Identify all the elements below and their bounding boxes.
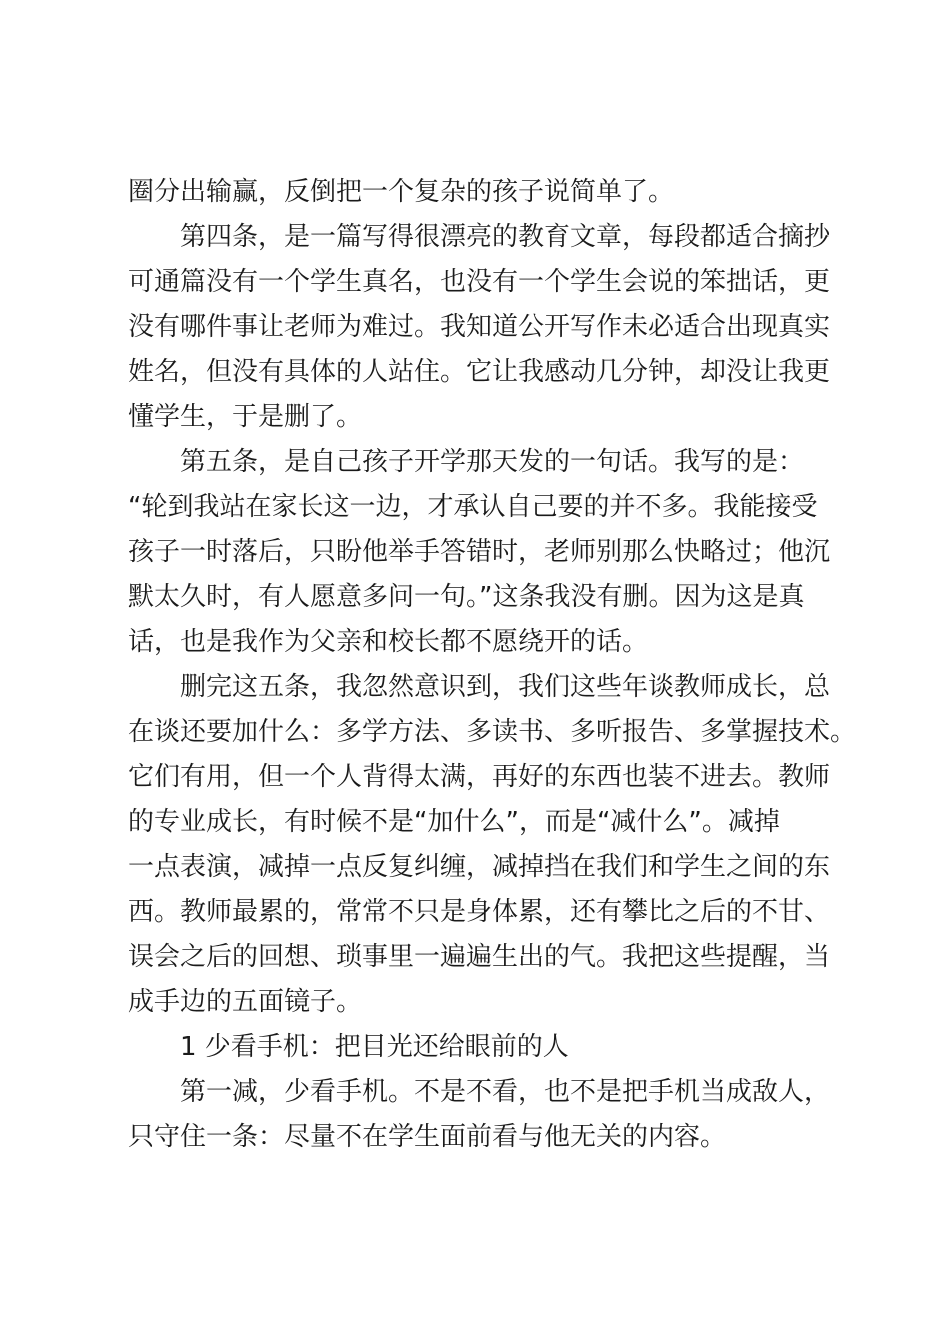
text-line: 话，也是我作为父亲和校长都不愿绕开的话。 [128,627,649,657]
text-line: 一点表演，减掉一点反复纠缠，减掉挡在我们和学生之间的东 [128,852,831,882]
text-line: 圈分出输赢，反倒把一个复杂的孩子说简单了。 [128,177,675,207]
text-line: 姓名，但没有具体的人站住。它让我感动几分钟，却没让我更 [128,357,831,387]
text-line: 第五条，是自己孩子开学那天发的一句话。我写的是： [180,447,805,477]
text-line: 删完这五条，我忽然意识到，我们这些年谈教师成长，总 [180,672,831,702]
text-line: 西。教师最累的，常常不只是身体累，还有攀比之后的不甘、 [128,897,831,927]
text-line: 只守住一条：尽量不在学生面前看与他无关的内容。 [128,1122,727,1152]
text-line: “轮到我站在家长这一边，才承认自己要的并不多。我能接受 [128,492,818,522]
text-line: 在谈还要加什么：多学方法、多读书、多听报告、多掌握技术。 [128,717,857,747]
text-line: 它们有用，但一个人背得太满，再好的东西也装不进去。教师 [128,762,831,792]
text-line: 的专业成长，有时候不是“加什么”，而是“减什么”。减掉 [128,807,780,837]
text-line: 可通篇没有一个学生真名，也没有一个学生会说的笨拙话，更 [128,267,831,297]
text-line: 第一减，少看手机。不是不看，也不是把手机当成敌人， [180,1077,831,1107]
text-line: 默太久时，有人愿意多问一句。”这条我没有删。因为这是真 [128,582,805,612]
text-line: 孩子一时落后，只盼他举手答错时，老师别那么快略过；他沉 [128,537,831,567]
text-line: 成手边的五面镜子。 [128,987,363,1017]
section-heading: 1 少看手机：把目光还给眼前的人 [180,1032,569,1062]
text-line: 误会之后的回想、琐事里一遍遍生出的气。我把这些提醒，当 [128,942,831,972]
text-line: 没有哪件事让老师为难过。我知道公开写作未必适合出现真实 [128,312,831,342]
text-line: 懂学生，于是删了。 [128,402,363,432]
text-line: 第四条，是一篇写得很漂亮的教育文章，每段都适合摘抄 [180,222,831,252]
